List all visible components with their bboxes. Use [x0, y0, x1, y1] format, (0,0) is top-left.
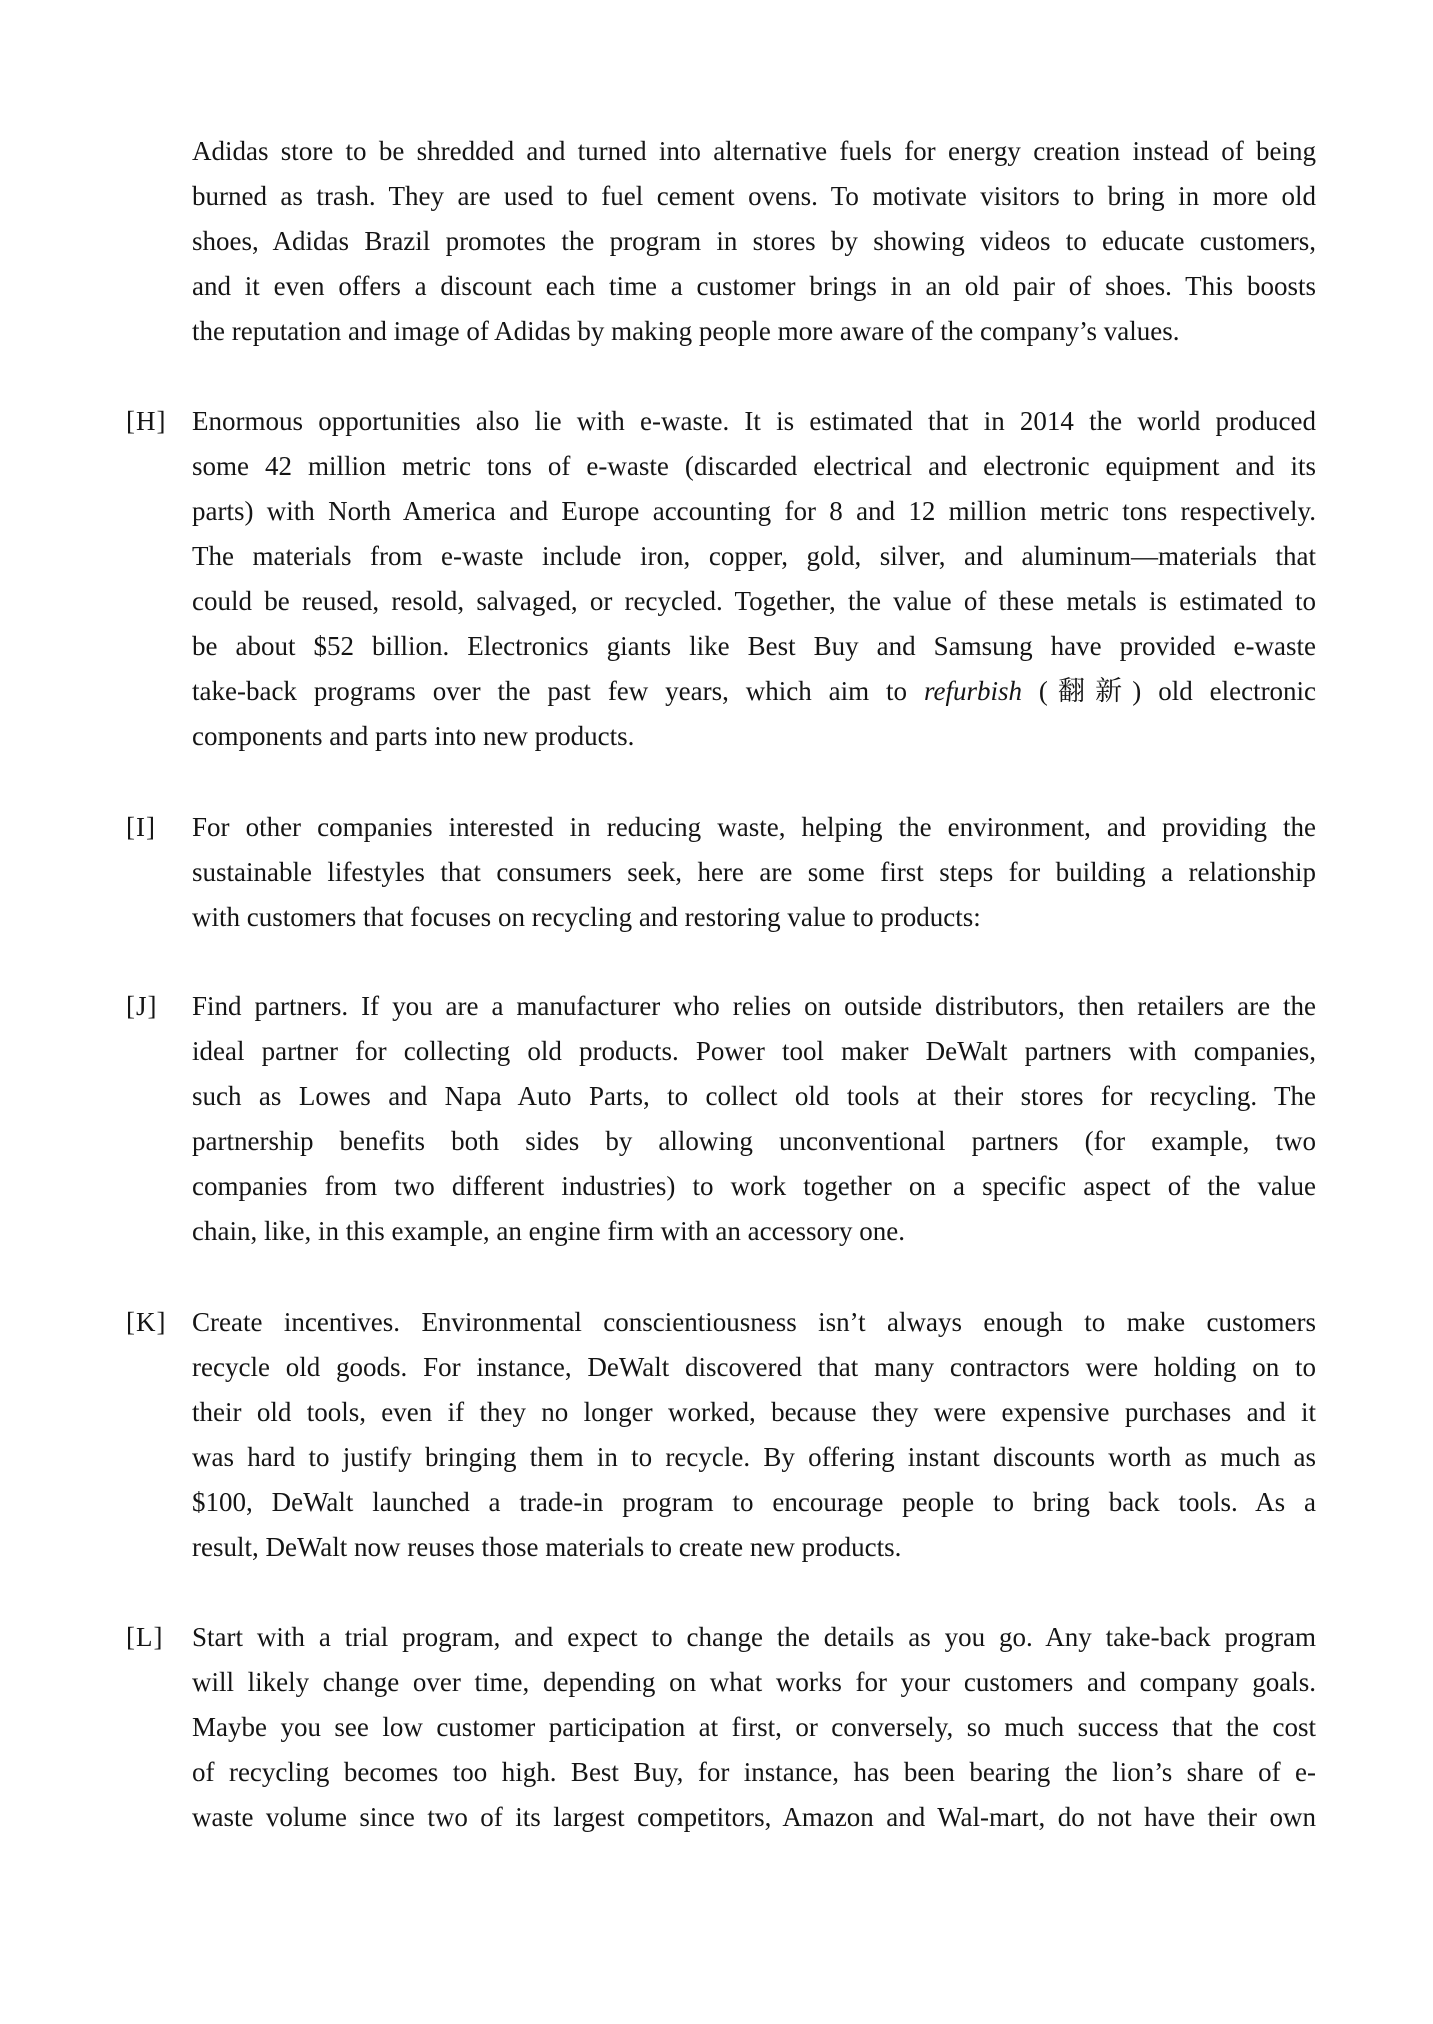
text-line-with-label [126, 399, 1316, 444]
text-line: will likely change over time, depending on what works for your customers and company goals. [192, 1667, 1316, 1697]
text-line: was hard to justify bringing them in to recycle. By offering instant discounts worth as much as [192, 1442, 1316, 1472]
text-line: chain, like, in this example, an engine firm with an accessory one. [192, 1216, 906, 1246]
text-line: companies from two different industries) to work together on a specific aspect of the value [192, 1171, 1316, 1201]
text-line: and it even offers a discount each time a customer brings in an old pair of shoes. This boosts [192, 271, 1316, 301]
text-line: with customers that focuses on recycling and restoring value to products: [192, 902, 981, 932]
text-line: such as Lowes and Napa Auto Parts, to collect old tools at their stores for recycling. The [192, 1081, 1316, 1111]
paragraph-i [126, 805, 1316, 940]
paragraph-label: [H] [126, 406, 167, 436]
paragraph-label: [L] [126, 1622, 164, 1652]
text-line: ideal partner for collecting old products. Power tool maker DeWalt partners with companies, [192, 1036, 1316, 1066]
text-line-with-gloss [126, 669, 1316, 714]
paragraph-h [126, 399, 1316, 759]
paragraph-label: [J] [126, 991, 158, 1021]
text-line-with-label [126, 1615, 1316, 1660]
paragraph-l [126, 1615, 1316, 1840]
text-segment: take-back programs over the past few years, which aim to [192, 676, 908, 706]
text-line-with-label [126, 984, 1316, 1029]
paragraph-label: [K] [126, 1307, 167, 1337]
text-line: some 42 million metric tons of e-waste (discarded electrical and electronic equipment and its [192, 451, 1316, 481]
text-segment: old electronic [1158, 676, 1317, 706]
text-line: parts) with North America and Europe accounting for 8 and 12 million metric tons respectively. [192, 496, 1316, 526]
text-line: shoes, Adidas Brazil promotes the program in stores by showing videos to educate customers, [192, 226, 1316, 256]
text-line: result, DeWalt now reuses those materials to create new products. [192, 1532, 902, 1562]
paragraph-j [126, 984, 1316, 1254]
text-line: of recycling becomes too high. Best Buy, for instance, has been bearing the lion’s share of e- [192, 1757, 1316, 1787]
text-line-with-label [126, 805, 1316, 850]
text-line: Maybe you see low customer participation at first, or conversely, so much success that the cost [192, 1712, 1316, 1742]
text-line: Create incentives. Environmental conscientiousness isn’t always enough to make customers [192, 1307, 1316, 1337]
text-line: Adidas store to be shredded and turned into alternative fuels for energy creation instead of being [192, 136, 1316, 166]
paragraph-g-continued [192, 129, 1316, 354]
text-line: recycle old goods. For instance, DeWalt discovered that many contractors were holding on to [192, 1352, 1316, 1382]
text-line: their old tools, even if they no longer worked, because they were expensive purchases and it [192, 1397, 1316, 1427]
text-line: be about $52 billion. Electronics giants like Best Buy and Samsung have provided e-waste [192, 631, 1316, 661]
text-line: sustainable lifestyles that consumers seek, here are some first steps for building a relationship [192, 857, 1316, 887]
text-line: Enormous opportunities also lie with e-waste. It is estimated that in 2014 the world produced [192, 406, 1316, 436]
text-line: partnership benefits both sides by allowing unconventional partners (for example, two [192, 1126, 1316, 1156]
text-line: waste volume since two of its largest competitors, Amazon and Wal-mart, do not have their own [192, 1802, 1316, 1832]
chinese-gloss: (翻新) [1038, 676, 1142, 706]
text-line: The materials from e-waste include iron, copper, gold, silver, and aluminum—materials that [192, 541, 1316, 571]
text-line: $100, DeWalt launched a trade-in program to encourage people to bring back tools. As a [192, 1487, 1316, 1517]
text-line: For other companies interested in reducing waste, helping the environment, and providing the [192, 812, 1316, 842]
text-line: could be reused, resold, salvaged, or recycled. Together, the value of these metals is estimated to [192, 586, 1316, 616]
italic-term: refurbish [923, 676, 1022, 706]
text-line: burned as trash. They are used to fuel cement ovens. To motivate visitors to bring in more old [192, 181, 1316, 211]
paragraph-label: [I] [126, 812, 156, 842]
text-line-with-label [126, 1300, 1316, 1345]
text-line: the reputation and image of Adidas by making people more aware of the company’s values. [192, 316, 1180, 346]
text-line: Start with a trial program, and expect to change the details as you go. Any take-back program [192, 1622, 1316, 1652]
text-line: components and parts into new products. [192, 721, 635, 751]
text-line: Find partners. If you are a manufacturer who relies on outside distributors, then retailers are the [192, 991, 1316, 1021]
paragraph-k [126, 1300, 1316, 1570]
